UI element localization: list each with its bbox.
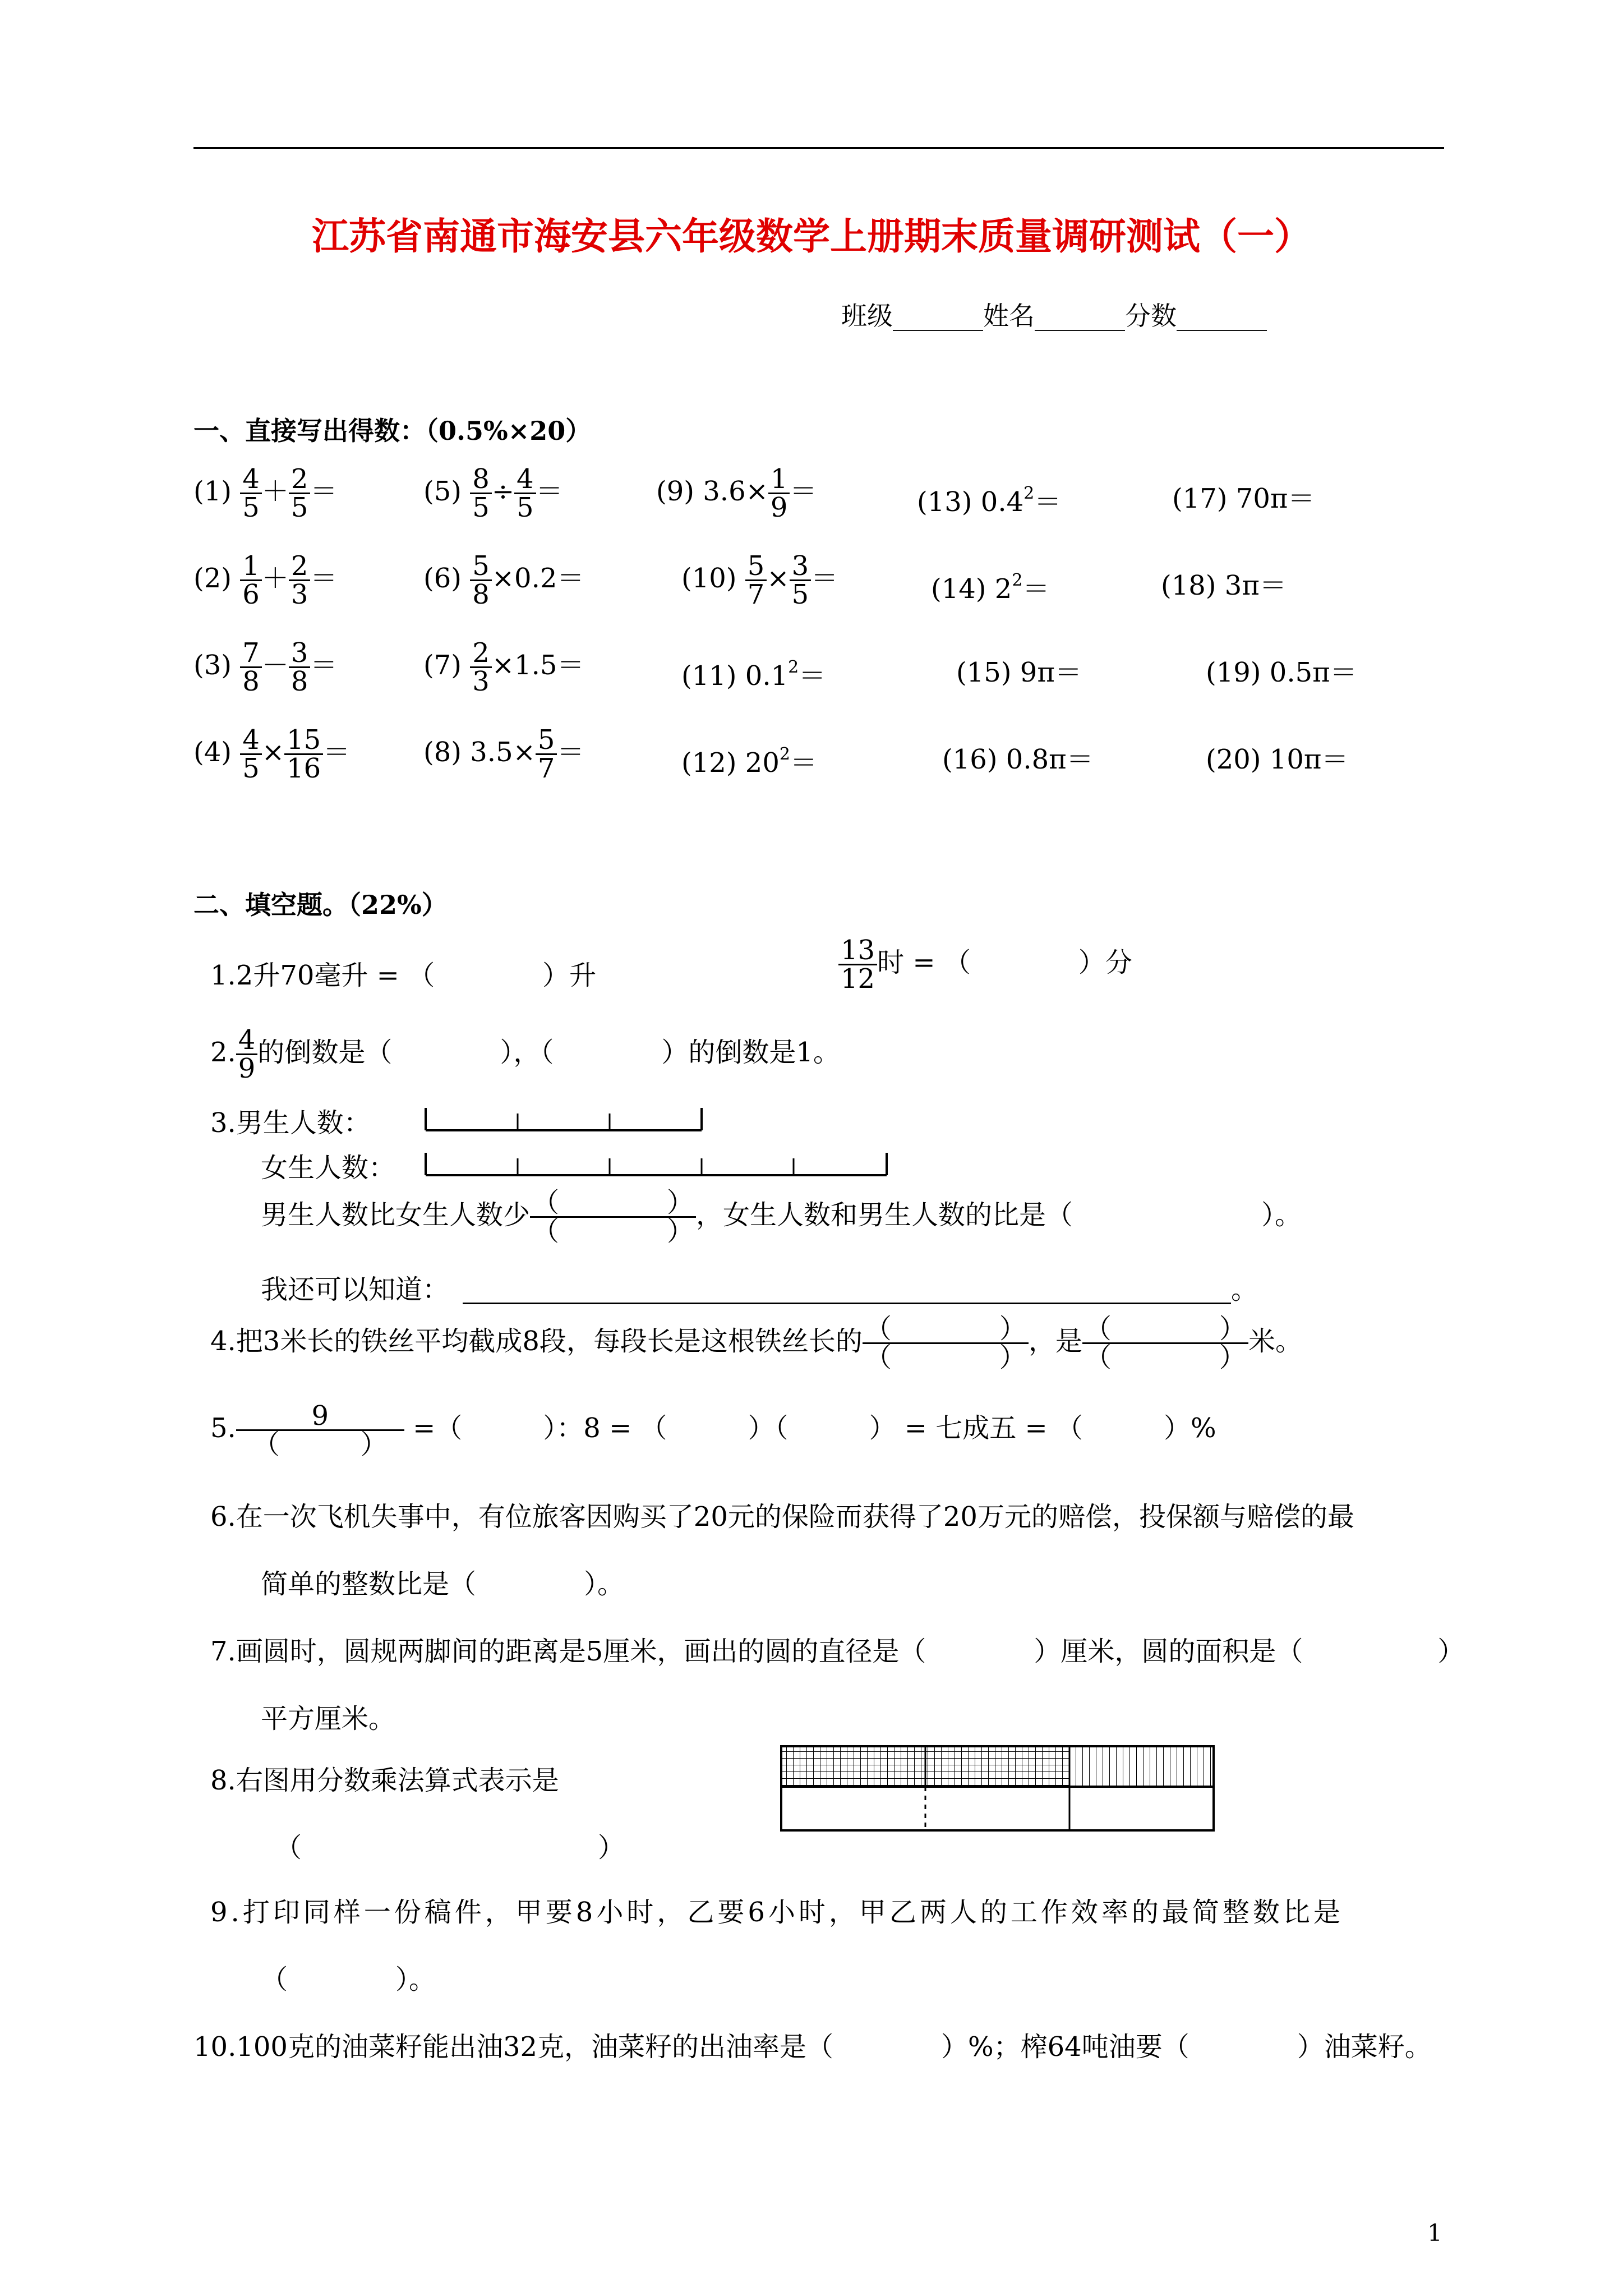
question-1b: $\frac{13}{12}$ 时 = （ ）分 xyxy=(838,937,1132,992)
header-rule xyxy=(193,147,1444,149)
question-6-line1: 6.在一次飞机失事中，有位旅客因购买了20元的保险而获得了20万元的赔偿，投保额与赔偿的最 xyxy=(210,1501,1354,1533)
calc-item-20: (20) 10π＝ xyxy=(1206,744,1349,775)
question-5: 5. $\frac{9}{( )}$ =（ ）：8 = （ ）（ ） = 七成五 = （ ）% xyxy=(210,1400,1216,1460)
calc-item-3: (3) $\frac{7}{8}$ － $\frac{3}{8}$ ＝ xyxy=(193,637,338,697)
question-3-boys-label: 3.男生人数： xyxy=(210,1107,371,1139)
question-3-girls-label: 女生人数： xyxy=(261,1152,396,1184)
section2-heading: 二、填空题。（22%） xyxy=(193,890,448,920)
calc-item-13: (13) $0.4^2=$ xyxy=(917,484,1062,518)
calc-item-18: (18) 3π＝ xyxy=(1161,570,1287,601)
calc-item-1: (1) $\frac{4}{5}$ ＋ $\frac{2}{5}$ ＝ xyxy=(193,463,338,523)
question-1a: 1.2升70毫升 = （ ）升 xyxy=(210,960,597,991)
calc-item-8: (8) 3.5× $\frac{5}{7}$ ＝ xyxy=(423,724,584,784)
calc-item-4: (4) $\frac{4}{5}$ × $\frac{15}{16}$ ＝ xyxy=(193,724,351,784)
calc-item-2: (2) $\frac{1}{6}$ ＋ $\frac{2}{3}$ ＝ xyxy=(193,550,338,610)
question-6-line2: 简单的整数比是（ ）。 xyxy=(261,1568,625,1600)
calc-item-10: (10) $\frac{5}{7}$ × $\frac{3}{5}$ ＝ xyxy=(681,550,838,610)
question-8-line1: 8.右图用分数乘法算式表示是 xyxy=(210,1765,559,1796)
question-8-line2: （ ） xyxy=(275,1832,625,1864)
page-number: 1 xyxy=(1427,2219,1442,2247)
calc-item-11: (11) $0.1^2=$ xyxy=(681,657,826,692)
calc-item-7: (7) $\frac{2}{3}$ ×1.5＝ xyxy=(423,637,584,697)
question-10: 10.100克的油菜籽能出油32克，油菜籽的出油率是（ ）%；榨64吨油要（ ）油菜籽。 xyxy=(193,2031,1432,2063)
question-7-line2: 平方厘米。 xyxy=(261,1703,396,1734)
section1-heading: 一、直接写出得数：（0.5%×20） xyxy=(193,416,592,446)
question-9-line1: 9.打印同样一份稿件，甲要8小时，乙要6小时，甲乙两人的工作效率的最简整数比是 xyxy=(210,1897,1344,1928)
calc-item-19: (19) 0.5π＝ xyxy=(1206,657,1357,688)
question-2: 2. $\frac{4}{9}$ 的倒数是（ ），（ ）的倒数是1。 xyxy=(210,1024,840,1084)
girls-bar xyxy=(423,1147,889,1181)
question-3-line2: 我还可以知道： xyxy=(261,1274,450,1305)
student-info-line: 班级_______姓名_______分数_______ xyxy=(841,301,1267,331)
calc-item-6: (6) $\frac{5}{8}$ ×0.2＝ xyxy=(423,550,584,610)
boys-bar xyxy=(423,1102,704,1136)
question-7-line1: 7.画圆时，圆规两脚间的距离是5厘米，画出的圆的直径是（ ）厘米，圆的面积是（ ） xyxy=(210,1636,1465,1667)
calc-item-17: (17) 70π＝ xyxy=(1172,483,1315,514)
question-3-answer-line xyxy=(463,1303,1231,1304)
calc-item-5: (5) $\frac{8}{5}$ ÷ $\frac{4}{5}$ ＝ xyxy=(423,463,563,523)
calc-item-15: (15) 9π＝ xyxy=(956,657,1082,688)
question-9-line2: （ ）。 xyxy=(261,1964,436,1995)
page-title: 江苏省南通市海安县六年级数学上册期末质量调研测试（一） xyxy=(312,214,1311,258)
question-3-period: 。 xyxy=(1231,1274,1258,1305)
question-4: 4.把3米长的铁丝平均截成8段，每段长是这根铁丝长的 $\frac{( )}{( )}$ ，是 $\frac{( )}{( )}$ 米。 xyxy=(210,1313,1302,1373)
calc-item-14: (14) $2^2=$ xyxy=(931,570,1050,605)
calc-item-12: (12) $20^2=$ xyxy=(681,744,817,779)
calc-item-16: (16) 0.8π＝ xyxy=(942,744,1094,775)
question-3-line1: 男生人数比女生人数少 $\frac{( )}{( )}$ ，女生人数和男生人数的比是（ ）。 xyxy=(261,1187,1302,1247)
fraction-grid-figure xyxy=(780,1745,1223,1834)
calc-item-9: (9) 3.6× $\frac{1}{9}$ ＝ xyxy=(656,463,817,523)
